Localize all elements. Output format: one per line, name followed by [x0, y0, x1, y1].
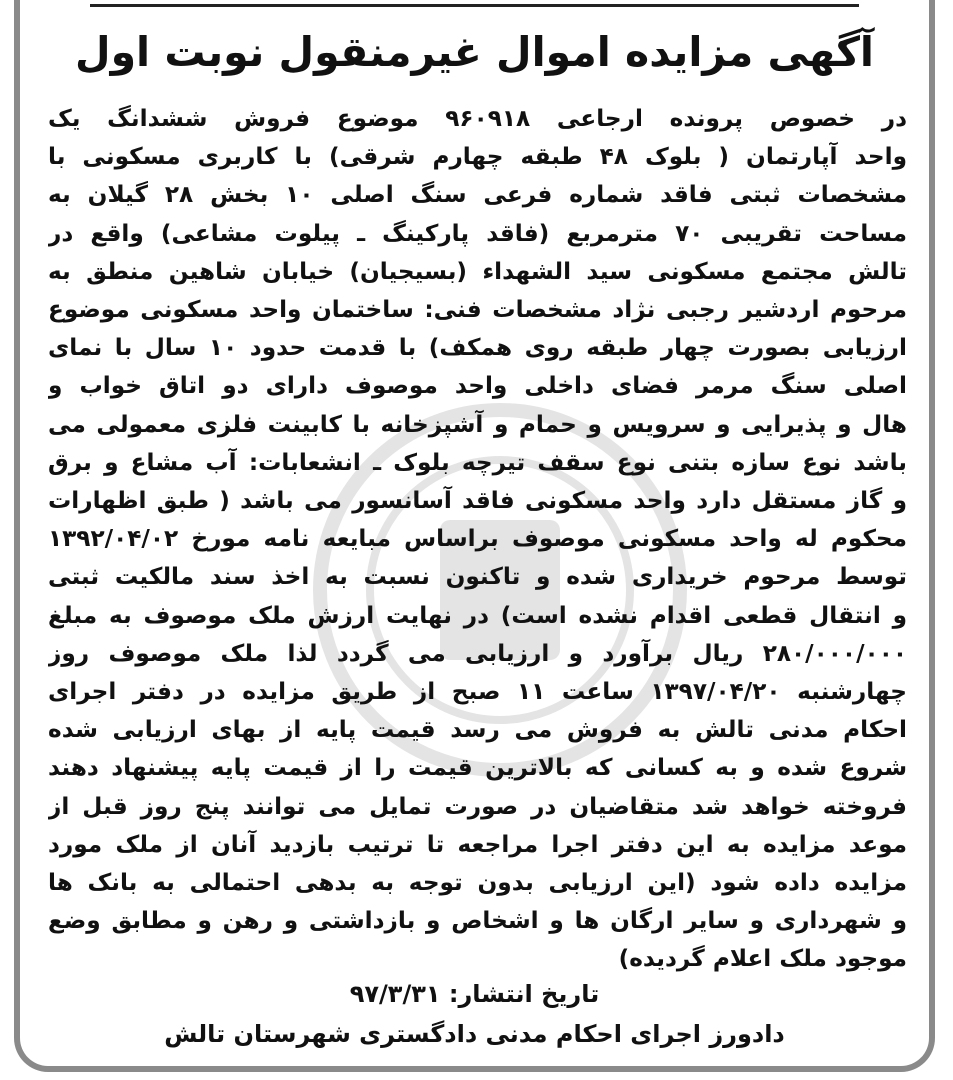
body-line: باشد نوع سازه بتنی نوع سقف تیرچه بلوک ـ انشعابات: آب مشاع و برق	[48, 448, 907, 476]
body-line: موجود ملک اعلام گردیده)	[618, 945, 907, 973]
body-line: و شهرداری و سایر ارگان ها و اشخاص و بازداشتی و رهن و مطابق وضع	[48, 907, 907, 935]
body-line: موعد مزایده به این دفتر اجرا مراجعه تا ترتیب بازدید آنان از ملک مورد	[48, 830, 907, 858]
body-line: هال و پذیرایی و سرویس و حمام و آشپزخانه با کابینت فلزی معمولی می	[48, 410, 907, 438]
body-line: واحد آپارتمان ( بلوک ۴۸ طبقه چهارم شرقی) با کاربری مسکونی با	[48, 143, 907, 171]
body-line: و انتقال قطعی اقدام نشده است) در نهایت ارزش ملک موصوف به مبلغ	[48, 601, 907, 629]
notice-body	[48, 100, 907, 979]
body-line: چهارشنبه ۱۳۹۷/۰۴/۲۰ ساعت ۱۱ صبح از طریق مزایده در دفتر اجرای	[48, 678, 907, 706]
body-line: محکوم له واحد مسکونی موصوف براساس مبایعه نامه مورخ ۱۳۹۲/۰۴/۰۲	[48, 525, 907, 553]
body-line: توسط مرحوم خریداری شده و تاکنون نسبت به اخذ سند مالکیت ثبتی	[48, 563, 907, 591]
body-line: فروخته خواهد شد متقاضیان در صورت تمایل می توانند پنج روز قبل از	[48, 792, 907, 820]
body-line: اصلی سنگ مرمر فضای داخلی واحد موصوف دارای دو اتاق خواب و	[48, 372, 907, 400]
body-line: ۲۸۰/۰۰۰/۰۰۰ ریال برآورد و ارزیابی می گردد لذا ملک موصوف روز	[48, 639, 907, 667]
body-line: ارزیابی بصورت چهار طبقه روی همکف) با قدمت حدود ۱۰ سال با نمای	[48, 334, 907, 362]
top-rule	[90, 4, 859, 7]
publish-date: تاریخ انتشار: ۹۷/۳/۳۱	[349, 980, 600, 1008]
signature-line: دادورز اجرای احکام مدنی دادگستری شهرستان تالش	[164, 1020, 785, 1048]
body-line: تالش مجتمع مسکونی سید الشهداء (بسیجیان) خیابان شاهین منطق به	[48, 257, 907, 285]
body-line: مساحت تقریبی ۷۰ مترمربع (فاقد پارکینگ ـ پیلوت مشاعی) واقع در	[48, 219, 907, 247]
notice-title: آگهی مزایده اموال غیرمنقول نوبت اول	[75, 28, 874, 76]
body-line: مرحوم اردشیر رجبی نژاد مشخصات فنی: ساختمان واحد مسکونی موضوع	[48, 296, 907, 324]
body-line: شروع شده و به کسانی که بالاترین قیمت را از قیمت پایه پیشنهاد دهند	[48, 754, 907, 782]
notice-frame	[14, 0, 935, 1072]
body-line: احکام مدنی تالش به فروش می رسد قیمت پایه از بهای ارزیابی شده	[48, 716, 907, 744]
body-line: مشخصات ثبتی فاقد شماره فرعی سنگ اصلی ۱۰ بخش ۲۸ گیلان به	[48, 181, 907, 209]
body-line: و گاز مستقل دارد واحد مسکونی فاقد آسانسور می باشد ( طبق اظهارات	[48, 487, 907, 515]
body-line: مزایده داده شود (این ارزیابی بدون توجه به بدهی احتمالی به بانک ها	[48, 869, 907, 897]
body-line: در خصوص پرونده ارجاعی ۹۶۰۹۱۸ موضوع فروش ششدانگ یک	[48, 105, 907, 132]
